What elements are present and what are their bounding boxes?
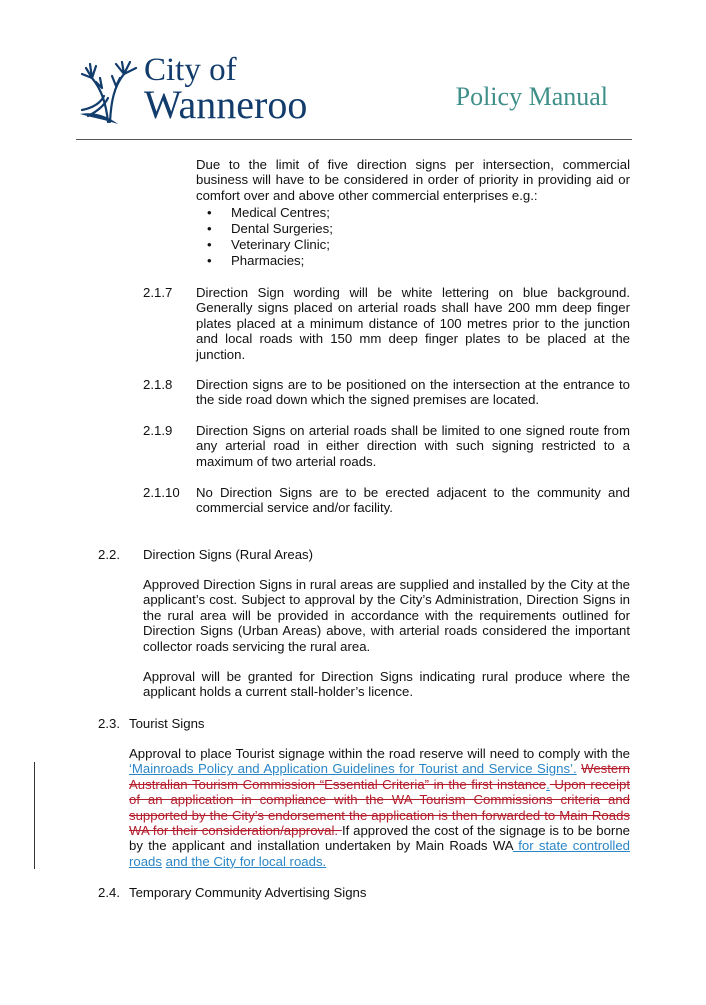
clause-2-1-8-text: Direction signs are to be positioned on the intersection at the entrance to the side road down which the signed premises are located.	[196, 377, 630, 408]
section-heading-temporary: Temporary Community Advertising Signs	[129, 885, 367, 900]
rural-paragraph-1: Approved Direction Signs in rural areas are supplied and installed by the City at the applicant’s cost. Subject to approval by the City’s Administration, Direction Signs in the rural area will be provided in accordance with the requirements outlined for Direction Signs (Urban Areas) above, with arterial roads considered the important collector roads servicing the rural area.	[143, 577, 630, 654]
intro-paragraph: Due to the limit of five direction signs per intersection, commercial business will have to be considered in order of priority in providing aid or comfort over and above other commercial enterprises e.g.:	[196, 157, 630, 203]
list-item: • Dental Surgeries;	[206, 221, 333, 237]
section-heading-rural: Direction Signs (Rural Areas)	[143, 547, 314, 562]
city-logo	[78, 52, 338, 127]
header-divider	[76, 139, 632, 140]
logo-line-city-of: City of	[144, 52, 237, 88]
inserted-period: .	[546, 776, 550, 792]
policy-manual-title: Policy Manual	[455, 82, 608, 111]
clause-number: 2.1.8	[143, 377, 173, 392]
clause-2-1-7-text: Direction Sign wording will be white lettering on blue background. Generally signs placed on arterial roads shall have 200 mm deep finger plates placed at a minimum distance of 100 metres prior to the junction and local roads with 150 mm deep finger plates to be placed at the junction.	[196, 285, 630, 362]
list-item: • Medical Centres;	[206, 205, 333, 221]
section-number: 2.4.	[98, 885, 120, 900]
tourist-text-2: If approved the cost of the signage is to be borne by the applicant and installation undertaken by Main Roads WA	[129, 823, 630, 854]
page-header	[0, 0, 706, 142]
logo-line-wanneroo: Wanneroo	[144, 82, 308, 127]
list-item: • Veterinary Clinic;	[206, 237, 333, 253]
clause-2-1-9-text: Direction Signs on arterial roads shall be limited to one signed route from any arterial road in either direction with such signing restricted to a maximum of two arterial roads.	[196, 423, 630, 469]
section-heading-tourist: Tourist Signs	[129, 716, 205, 731]
tourist-text-1: Approval to place Tourist signage within the road reserve will need to comply with the	[129, 746, 630, 761]
clause-number: 2.1.10	[143, 485, 180, 500]
mainroads-guidelines-link[interactable]: ‘Mainroads Policy and Application Guidelines for Tourist and Service Signs’.	[129, 761, 577, 777]
list-item: • Pharmacies;	[206, 253, 333, 269]
tourist-paragraph	[129, 746, 630, 869]
deleted-text-tourism-criteria: Western Australian Tourism Commission “Essential Criteria” in the first instance	[129, 761, 630, 792]
rural-paragraph-2: Approval will be granted for Direction Signs indicating rural produce where the applicant holds a current stall-holder’s licence.	[143, 669, 630, 700]
clause-2-1-10-text: No Direction Signs are to be erected adjacent to the community and commercial service and/or facility.	[196, 485, 630, 516]
revision-change-bar	[34, 762, 35, 869]
section-number: 2.2.	[98, 547, 120, 562]
clause-number: 2.1.9	[143, 423, 173, 438]
state-roads-link[interactable]: for state controlled roads	[129, 838, 630, 869]
kangaroo-paw-icon	[78, 54, 140, 126]
deleted-text-application: Upon receipt of an application in compliance with the WA Tourism Commissions criteria and supported by the City’s endorsement the application is then forwarded to Main Roads WA for their consideration/approval.	[129, 776, 631, 839]
section-number: 2.3.	[98, 716, 120, 731]
clause-number: 2.1.7	[143, 285, 173, 300]
priority-list	[206, 205, 333, 269]
local-roads-link[interactable]: and the City for local roads.	[165, 853, 327, 869]
